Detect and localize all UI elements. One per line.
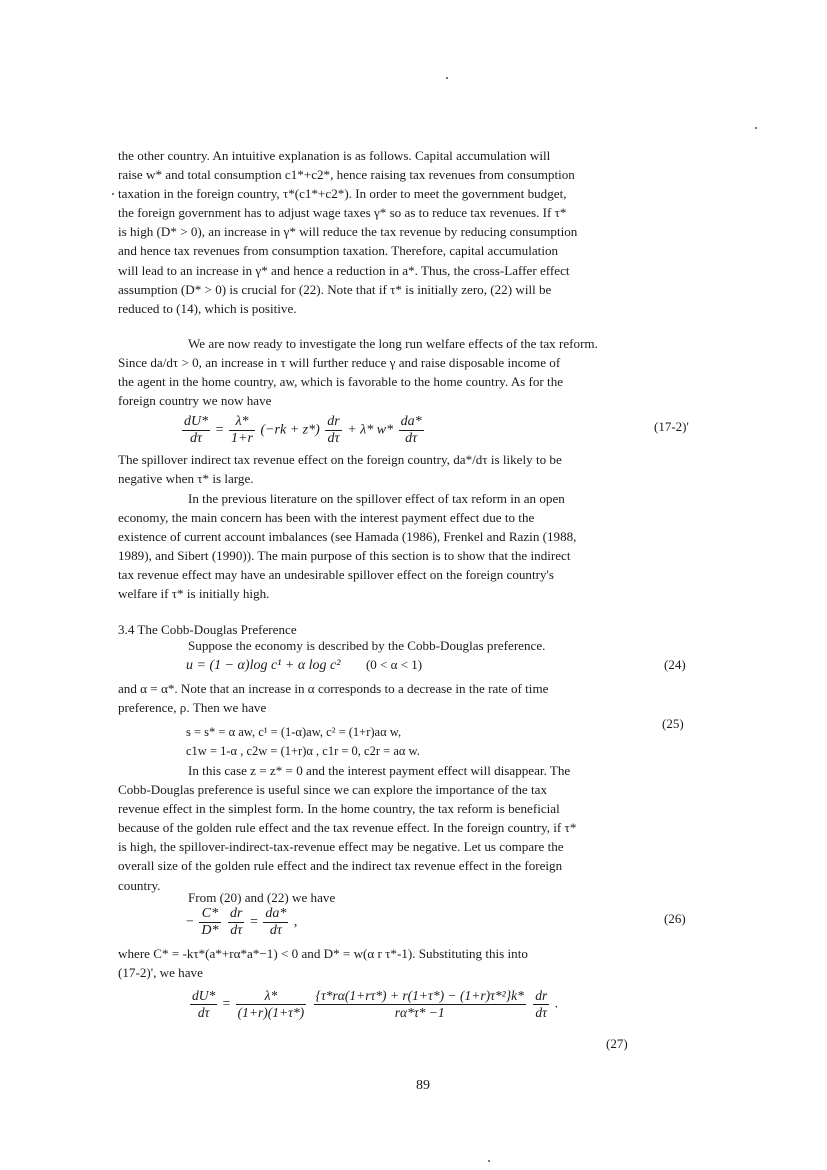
- paragraph-4: [118, 489, 714, 604]
- text-line: In this case z = z* = 0 and the interest payment effect will disappear. The: [188, 763, 571, 778]
- eq-condition: (0 < α < 1): [365, 657, 423, 672]
- text-line: From (20) and (22) we have: [188, 890, 336, 905]
- paragraph-2: [118, 334, 714, 410]
- eq-den: dτ: [327, 431, 340, 446]
- paragraph-9: [118, 944, 714, 982]
- eq-term: .: [554, 995, 558, 1011]
- equation-number: (24): [664, 657, 686, 672]
- equation-number: (25): [662, 716, 684, 731]
- text-line: the other country. An intuitive explanation is as follows. Capital accumulation will: [118, 148, 551, 163]
- eq-den: rα*τ* −1: [394, 1005, 445, 1020]
- equation-24: [186, 657, 422, 674]
- eq-term: + λ* w*: [347, 422, 394, 438]
- text-line: reduced to (14), which is positive.: [118, 300, 297, 316]
- text-line: will lead to an increase in γ* and hence a reduction in a*. Thus, the cross-Laffer effect: [118, 262, 570, 278]
- eq-num: dr: [535, 988, 548, 1003]
- text-line: is high (D* > 0), an increase in γ* will reduce the tax revenue by reducing consumption: [118, 224, 578, 240]
- eq-num: dr: [230, 906, 243, 921]
- eq-num: dU*: [192, 988, 216, 1003]
- paragraph-7: [118, 761, 714, 895]
- text-line: negative when τ* is large.: [118, 471, 254, 487]
- eq-den: 1+r: [231, 431, 253, 446]
- text-line: welfare if τ* is initially high.: [118, 586, 270, 602]
- text-line: the foreign government has to adjust wage taxes γ* so as to reduce tax revenues. If τ*: [118, 205, 567, 221]
- eq-den: dτ: [269, 923, 282, 938]
- text-line: raise w* and total consumption c1*+c2*, hence raising tax revenues from consumption: [118, 167, 575, 183]
- text-line: assumption (D* > 0) is crucial for (22). Note that if τ* is initially zero, (22) will be: [118, 281, 552, 297]
- text-line: Cobb-Douglas preference is useful since we can explore the importance of the tax: [118, 782, 548, 798]
- eq-den: dτ: [197, 1005, 210, 1020]
- eq-num: {τ*rα(1+rτ*) + r(1+τ*) − (1+r)τ*²}k*: [315, 988, 524, 1003]
- text-line: and hence tax revenues from consumption taxation. Therefore, capital accumulation: [118, 243, 559, 259]
- text-line: country.: [118, 877, 161, 893]
- text-line: is high, the spillover-indirect-tax-revenue effect may be negative. Let us compare the: [118, 839, 564, 855]
- equation-number: (17-2)': [654, 419, 689, 434]
- text-line: preference, ρ. Then we have: [118, 700, 267, 716]
- section-heading: 3.4 The Cobb-Douglas Preference: [118, 622, 297, 637]
- eq-num: dU*: [184, 414, 209, 429]
- text-line: economy, the main concern has been with the interest payment effect due to the: [118, 510, 535, 526]
- eq-term: =: [249, 914, 258, 930]
- text-line: and α = α*. Note that an increase in α corresponds to a decrease in the rate of time: [118, 681, 549, 696]
- equation-number: (26): [664, 911, 686, 926]
- text-line: the agent in the home country, aw, which is favorable to the home country. As for the: [118, 374, 564, 390]
- eq-term: =: [222, 995, 231, 1011]
- scan-speck: [112, 193, 114, 195]
- scan-speck: [755, 127, 757, 129]
- equation-17-2: $\frac{dU*}{d\tau}$ = $\frac{\lambda*}{1+r}$ (−rk + z*) $\frac{dr}{d\tau}$ + λ* w* $\frac{da*}{d\tau}$: [184, 414, 422, 446]
- eq-line: s = s* = α aw, c¹ = (1-α)aw, c² = (1+r)aα w,: [186, 725, 402, 739]
- text-line: overall size of the golden rule effect and the indirect tax revenue effect in the foreign: [118, 858, 563, 874]
- eq-term: ,: [293, 914, 298, 930]
- text-line: revenue effect in the simplest form. In the home country, the tax reform is beneficial: [118, 801, 560, 817]
- paragraph-6: [118, 679, 714, 717]
- eq-term: −: [186, 914, 194, 930]
- text-line: 1989), and Sibert (1990)). The main purpose of this section is to show that the indirect: [118, 548, 571, 564]
- scan-speck: [446, 77, 448, 79]
- eq-num: λ*: [236, 988, 307, 1005]
- text-line: Suppose the economy is described by the Cobb-Douglas preference.: [188, 638, 546, 653]
- eq-line: c1w = 1-α , c2w = (1+r)α , c1r = 0, c2r = aα w.: [186, 744, 420, 758]
- text-line: foreign country we now have: [118, 393, 272, 409]
- text-line: taxation in the foreign country, τ*(c1*+c2*). In order to meet the government budget,: [118, 186, 567, 202]
- scan-speck: [488, 1160, 490, 1162]
- paragraph-1: [118, 146, 714, 318]
- paragraph-5: [118, 636, 714, 655]
- paragraph-3: [118, 450, 714, 488]
- eq-den: (1+r)(1+τ*): [237, 1005, 305, 1020]
- equation-number: (27): [606, 1036, 628, 1051]
- equation-25: [186, 723, 420, 761]
- eq-den: dτ: [405, 431, 418, 446]
- text-line: existence of current account imbalances (see Hamada (1986), Frenkel and Razin (1988,: [118, 529, 577, 545]
- eq-den: dτ: [535, 1005, 548, 1020]
- text-line: In the previous literature on the spillover effect of tax reform in an open: [188, 491, 565, 506]
- eq-num: C*: [199, 906, 220, 923]
- text-line: because of the golden rule effect and the tax revenue effect. In the foreign country, if τ*: [118, 820, 577, 836]
- text-line: tax revenue effect may have an undesirable spillover effect on the foreign country's: [118, 567, 554, 583]
- paragraph-8: [118, 888, 714, 907]
- eq-term: u = (1 − α)log c¹ + α log c²: [186, 658, 341, 673]
- eq-num: dr: [327, 414, 340, 429]
- text-line: Since da/dτ > 0, an increase in τ will further reduce γ and raise disposable income of: [118, 355, 561, 371]
- eq-den: D*: [201, 923, 219, 938]
- eq-num: λ*: [229, 414, 255, 431]
- eq-den: dτ: [190, 431, 203, 446]
- equation-26: [186, 906, 297, 939]
- text-line: (17-2)', we have: [118, 965, 203, 981]
- page-number: 89: [416, 1078, 430, 1093]
- text-line: We are now ready to investigate the long run welfare effects of the tax reform.: [188, 336, 598, 351]
- eq-num: da*: [400, 414, 422, 429]
- eq-term: (−rk + z*): [260, 422, 320, 438]
- eq-den: dτ: [230, 923, 243, 938]
- eq-num: da*: [265, 906, 287, 921]
- text-line: The spillover indirect tax revenue effect on the foreign country, da*/dτ is likely to be: [118, 452, 562, 467]
- text-line: where C* = -kτ*(a*+rα*a*−1) < 0 and D* = w(α r τ*-1). Substituting this into: [118, 946, 528, 961]
- equation-27: [188, 988, 558, 1021]
